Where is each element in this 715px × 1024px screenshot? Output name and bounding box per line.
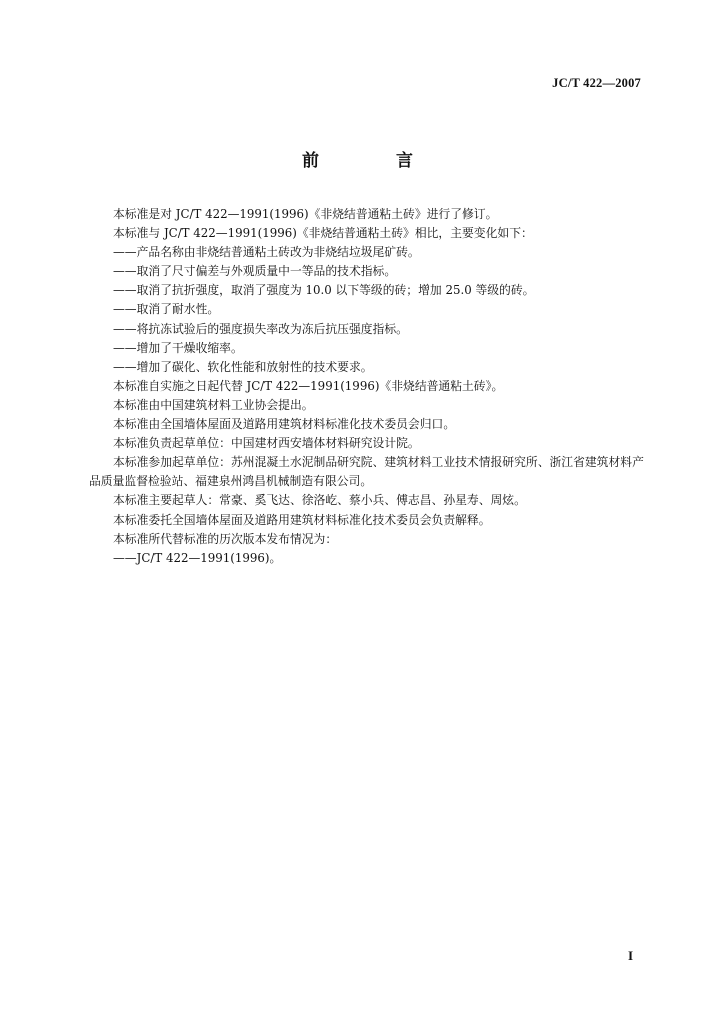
page-title: 前 言 [302,151,443,171]
paragraph: 本标准与 JC/T 422—1991(1996)《非烧结普通粘土砖》相比，主要变化如下： [113,226,533,241]
paragraph: 本标准参加起草单位：苏州混凝土水泥制品研究院、建筑材料工业技术情报研究所、浙江省建筑材料产品质量监督检验站、福建泉州鸿昌机械制造有限公司。 [89,455,644,489]
list-item: ——增加了干燥收缩率。 [113,340,243,355]
standard-code: JC/T 422—2007 [552,76,641,90]
paragraph: 本标准是对 JC/T 422—1991(1996)《非烧结普通粘土砖》进行了修订。 [113,207,498,221]
paragraph: 本标准自实施之日起代替 JC/T 422—1991(1996)《非烧结普通粘土砖》。 [113,378,504,393]
paragraph: 本标准负责起草单位：中国建材西安墙体材料研究设计院。 [113,436,420,451]
paragraph: 本标准所代替标准的历次版本发布情况为： [113,531,338,546]
list-item: ——产品名称由非烧结普通粘土砖改为非烧结垃圾尾矿砖。 [113,245,420,260]
paragraph: 本标准委托全国墙体屋面及道路用建筑材料标准化技术委员会负责解释。 [113,512,491,527]
foreword-body [89,205,649,568]
list-item: ——取消了抗折强度，取消了强度为 10.0 以下等级的砖；增加 25.0 等级的砖。 [113,283,535,298]
list-item: ——取消了耐水性。 [113,302,220,317]
list-item: ——JC/T 422—1991(1996)。 [113,550,282,565]
paragraph: 本标准由中国建筑材料工业协会提出。 [113,397,314,412]
paragraph: 本标准主要起草人：常豪、奚飞达、徐洛屹、蔡小兵、傅志昌、孙星寿、周炫。 [113,493,526,508]
paragraph: 本标准由全国墙体屋面及道路用建筑材料标准化技术委员会归口。 [113,417,456,432]
list-item: ——将抗冻试验后的强度损失率改为冻后抗压强度指标。 [113,321,408,336]
page-number: I [627,948,633,963]
list-item: ——增加了碳化、软化性能和放射性的技术要求。 [113,359,373,374]
list-item: ——取消了尺寸偏差与外观质量中一等品的技术指标。 [113,264,397,279]
